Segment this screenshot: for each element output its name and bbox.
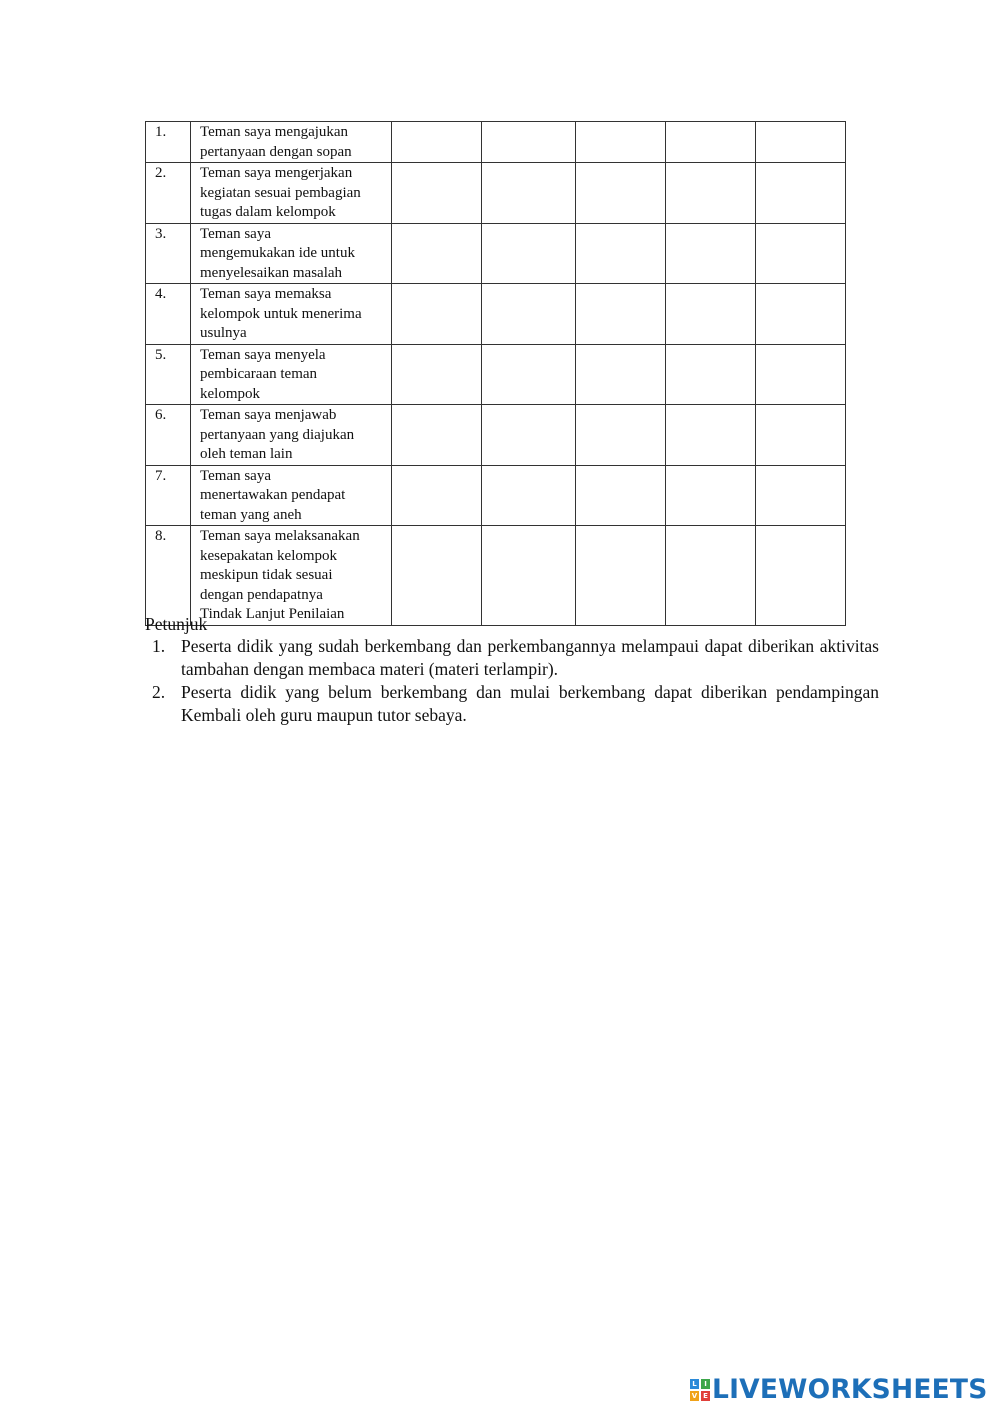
score-cell[interactable] (756, 465, 846, 526)
row-number-cell (146, 223, 191, 284)
score-cell[interactable] (482, 223, 576, 284)
row-number-cell (146, 344, 191, 405)
logo-letter-i: I (701, 1379, 710, 1389)
brand-name: LIVEWORKSHEETS (712, 1374, 988, 1405)
score-cell[interactable] (756, 122, 846, 163)
score-cell[interactable] (576, 223, 666, 284)
instructions-list (145, 635, 879, 727)
row-number: 6. (155, 407, 167, 423)
score-cell[interactable] (666, 526, 756, 626)
score-cell[interactable] (482, 526, 576, 626)
row-number: 5. (155, 346, 167, 363)
statement-cell (191, 344, 392, 405)
row-number: 2. (155, 165, 167, 181)
liveworksheets-logo[interactable] (690, 1373, 988, 1407)
list-item-text: Peserta didik yang sudah berkembang dan perkembangannya melampaui dapat diberikan aktivitas tambahan dengan membaca materi (materi terlampir). (181, 636, 879, 679)
statement-cell (191, 284, 392, 345)
statement-cell (191, 405, 392, 466)
row-number-cell (146, 405, 191, 466)
score-cell[interactable] (576, 465, 666, 526)
statement-text: Teman saya melaksanakan kesepakatan kelompok meskipun tidak sesuai dengan pendapatnya Tindak Lanjut Penilaian (200, 528, 360, 622)
score-cell[interactable] (392, 344, 482, 405)
table-row (146, 223, 846, 284)
table-row (146, 344, 846, 405)
logo-letter-e: E (701, 1391, 710, 1401)
score-cell[interactable] (576, 405, 666, 466)
instructions-heading: Petunjuk (145, 614, 208, 634)
statement-cell (191, 465, 392, 526)
score-cell[interactable] (392, 163, 482, 224)
score-cell[interactable] (392, 223, 482, 284)
table-row (146, 122, 846, 163)
statement-text: Teman saya mengerjakan kegiatan sesuai pembagian tugas dalam kelompok (200, 165, 361, 220)
statement-cell (191, 122, 392, 163)
statement-text: Teman saya menyela pembicaraan teman kelompok (200, 346, 326, 402)
statement-text: Teman saya menertawakan pendapat teman yang aneh (200, 467, 346, 523)
table-row (146, 465, 846, 526)
live-squares-icon (690, 1379, 710, 1401)
list-item (145, 635, 879, 681)
list-item-number: 1. (152, 636, 166, 656)
score-cell[interactable] (482, 163, 576, 224)
row-number: 1. (155, 124, 167, 140)
row-number-cell (146, 284, 191, 345)
statement-text: Teman saya menjawab pertanyaan yang diajukan oleh teman lain (200, 407, 355, 462)
statement-text: Teman saya memaksa kelompok untuk menerima usulnya (200, 286, 362, 341)
score-cell[interactable] (482, 465, 576, 526)
score-cell[interactable] (756, 344, 846, 405)
row-number-cell (146, 465, 191, 526)
score-cell[interactable] (666, 122, 756, 163)
row-number-cell (146, 526, 191, 626)
table-row (146, 526, 846, 626)
row-number: 7. (155, 467, 167, 484)
score-cell[interactable] (756, 284, 846, 345)
table-row (146, 163, 846, 224)
score-cell[interactable] (756, 526, 846, 626)
score-cell[interactable] (392, 284, 482, 345)
score-cell[interactable] (576, 344, 666, 405)
row-number-cell (146, 122, 191, 163)
statement-text: Teman saya mengajukan pertanyaan dengan sopan (200, 124, 352, 160)
score-cell[interactable] (666, 405, 756, 466)
row-number: 8. (155, 528, 167, 544)
score-cell[interactable] (482, 122, 576, 163)
logo-letter-v: V (691, 1392, 698, 1400)
table-row (146, 284, 846, 345)
score-cell[interactable] (666, 284, 756, 345)
row-number: 4. (155, 286, 167, 302)
score-cell[interactable] (666, 465, 756, 526)
list-item-text: Peserta didik yang belum berkembang dan mulai berkembang dapat diberikan pendampingan Kembali oleh guru maupun tutor sebaya. (181, 682, 879, 725)
assessment-table (145, 121, 846, 626)
score-cell[interactable] (576, 122, 666, 163)
score-cell[interactable] (392, 405, 482, 466)
score-cell[interactable] (482, 284, 576, 345)
score-cell[interactable] (666, 163, 756, 224)
score-cell[interactable] (482, 344, 576, 405)
score-cell[interactable] (576, 163, 666, 224)
score-cell[interactable] (756, 223, 846, 284)
list-item (145, 681, 879, 727)
row-number: 3. (155, 225, 167, 242)
score-cell[interactable] (482, 405, 576, 466)
score-cell[interactable] (576, 284, 666, 345)
statement-cell (191, 223, 392, 284)
score-cell[interactable] (756, 405, 846, 466)
list-item-number: 2. (152, 682, 166, 702)
score-cell[interactable] (576, 526, 666, 626)
statement-cell (191, 526, 392, 626)
score-cell[interactable] (666, 223, 756, 284)
score-cell[interactable] (392, 122, 482, 163)
row-number-cell (146, 163, 191, 224)
logo-letter-l: L (690, 1379, 699, 1389)
score-cell[interactable] (666, 344, 756, 405)
score-cell[interactable] (756, 163, 846, 224)
table-row (146, 405, 846, 466)
statement-text: Teman saya mengemukakan ide untuk menyelesaikan masalah (200, 225, 355, 281)
score-cell[interactable] (392, 465, 482, 526)
statement-cell (191, 163, 392, 224)
score-cell[interactable] (392, 526, 482, 626)
